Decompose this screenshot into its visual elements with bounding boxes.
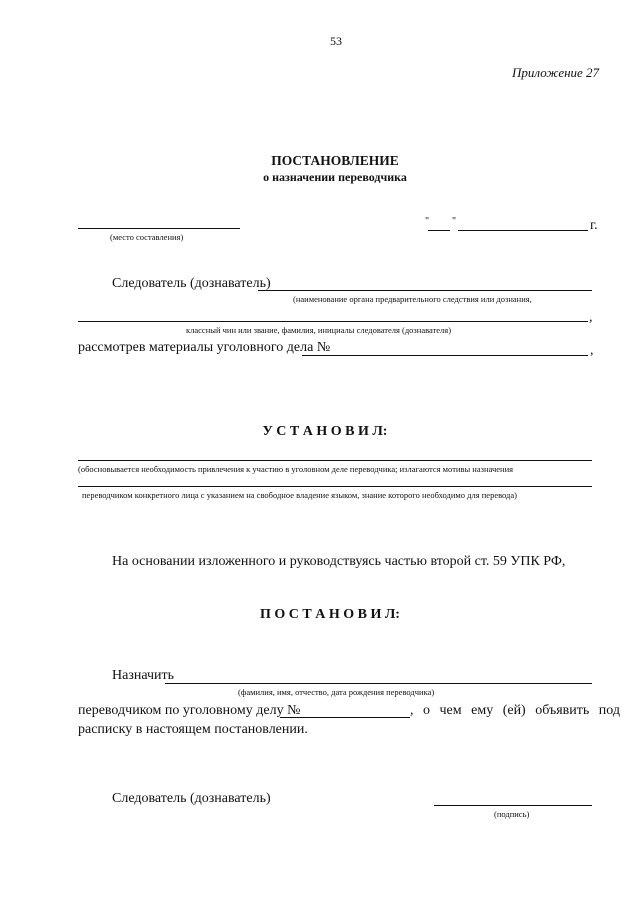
appoint-notify-text: , о чем ему (ей) объявить под (410, 703, 620, 718)
investigator-org-line[interactable] (258, 290, 592, 291)
appoint-label: Назначить (112, 668, 175, 683)
resolved-heading: П О С Т А Н О В И Л: (260, 607, 400, 622)
established-caption-1: (обосновывается необходимость привлечения к участию в уголовном деле переводчика; излагаются мотивы назначения (78, 464, 514, 474)
date-quote-open: " (425, 216, 430, 227)
document-title: ПОСТАНОВЛЕНИЕ (271, 153, 399, 168)
appoint-case-number-line[interactable] (280, 717, 410, 718)
translator-caption: (фамилия, имя, отчество, дата рождения переводчика) (238, 687, 435, 697)
date-quote-close: " (452, 216, 457, 227)
place-caption: (место составления) (110, 232, 184, 242)
translator-name-line[interactable] (165, 683, 592, 684)
document-subtitle: о назначении переводчика (263, 170, 407, 184)
established-heading: У С Т А Н О В И Л: (262, 424, 388, 439)
investigator-comma: , (589, 310, 593, 325)
appendix-label: Приложение 27 (512, 65, 600, 80)
date-month-line[interactable] (458, 230, 588, 231)
materials-comma: , (590, 343, 594, 358)
signature-line[interactable] (434, 805, 592, 806)
date-day-line[interactable] (428, 230, 450, 231)
established-line-2[interactable] (78, 486, 592, 487)
page-number: 53 (330, 34, 342, 48)
investigator-rank-line[interactable] (78, 321, 588, 322)
investigator-org-caption: (наименование органа предварительного следствия или дознания, (293, 294, 532, 304)
place-line[interactable] (78, 228, 240, 229)
established-line-1[interactable] (78, 460, 592, 461)
signature-caption: (подпись) (494, 809, 530, 819)
year-suffix: г. (590, 218, 598, 233)
established-caption-2: переводчиком конкретного лица с указанием на свободное владение языком, знание которого необходимо для перевода) (82, 490, 517, 500)
signature-label: Следователь (дознаватель) (112, 791, 271, 806)
investigator-rank-caption: классный чин или звание, фамилия, инициалы следователя (дознавателя) (186, 325, 452, 335)
case-number-line[interactable] (302, 355, 588, 356)
investigator-label: Следователь (дознаватель) (112, 276, 271, 291)
appoint-receipt-text: расписку в настоящем постановлении. (78, 722, 308, 737)
materials-text: рассмотрев материалы уголовного дела № (78, 340, 331, 355)
basis-text: На основании изложенного и руководствуясь частью второй ст. 59 УПК РФ, (112, 554, 566, 569)
appoint-case-text: переводчиком по уголовному делу № (78, 703, 301, 718)
